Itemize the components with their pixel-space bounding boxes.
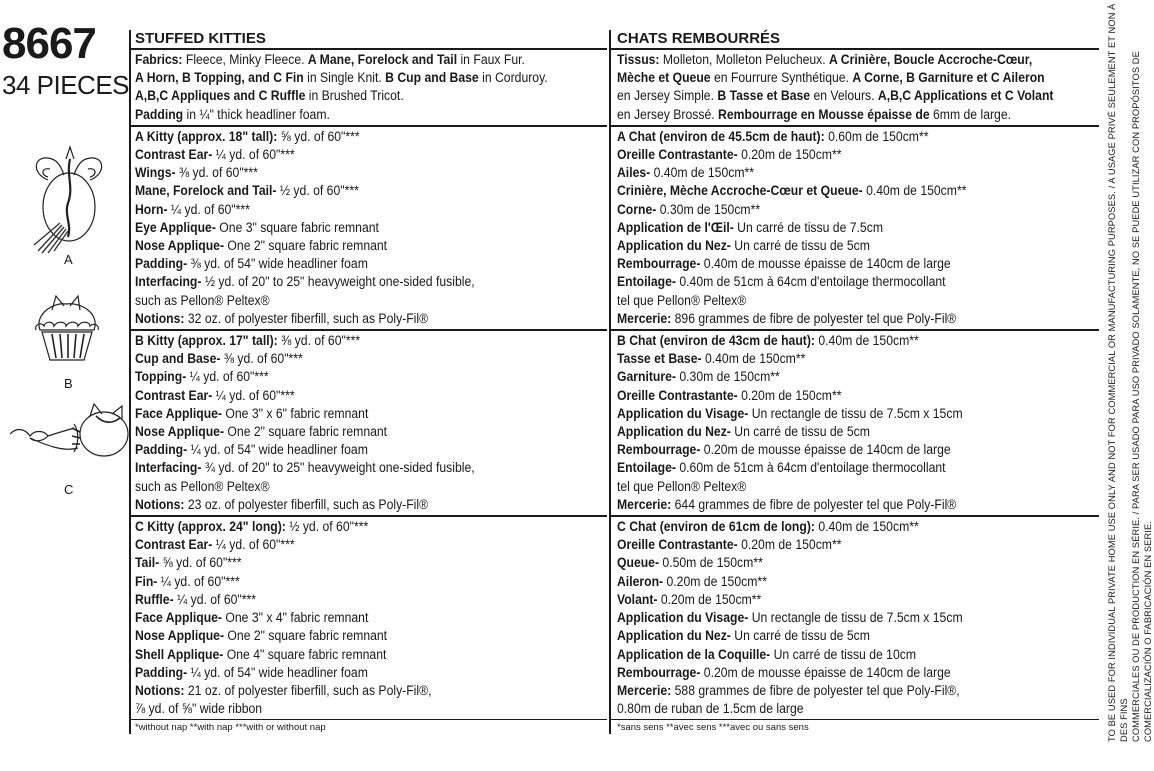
french-line <box>617 332 1032 350</box>
french-section-0 <box>611 48 1099 125</box>
english-section-3 <box>129 515 607 719</box>
english-line <box>135 273 541 291</box>
french-footnote: *sans sens **avec sens ***avec ou sans sens <box>611 719 1099 733</box>
text-segment: ¾ yd. of 20" to 25" heavyweight one-sided fusible, <box>204 460 475 477</box>
french-line <box>617 273 1032 291</box>
text-segment: in Faux Fur. <box>457 52 525 68</box>
english-line <box>135 106 541 124</box>
english-sections <box>129 48 607 719</box>
english-line <box>135 554 541 572</box>
text-segment: 644 grammes de fibre de polyester tel que Poly-Fil® <box>674 496 957 513</box>
text-segment: 0.20m de 150cm** <box>666 573 767 590</box>
bold-label: Padding <box>135 106 184 123</box>
text-segment: in Single Knit. <box>303 70 386 87</box>
bold-label: Notions: <box>135 496 188 513</box>
text-segment: ⅜ yd. of 60"*** <box>223 351 303 368</box>
french-line <box>617 478 1032 496</box>
french-line <box>617 255 1032 273</box>
bold-label: Contrast Ear- <box>135 537 216 554</box>
bold-label: Application du Nez- <box>617 238 735 255</box>
english-line <box>135 255 541 273</box>
english-line <box>135 51 541 69</box>
text-segment: One 2" square fabric remnant <box>227 628 388 645</box>
pattern-number: 8667 <box>2 19 96 68</box>
french-line <box>617 573 1032 591</box>
text-segment: 0.20m de mousse épaisse de 140cm de large <box>703 664 951 681</box>
view-b-label: B <box>64 376 73 391</box>
view-a-unicorn-kitty-illustration <box>28 145 116 255</box>
text-segment: Fleece, Minky Fleece. <box>185 52 308 68</box>
english-line <box>135 441 541 459</box>
text-segment: tel que Pellon® Peltex® <box>617 292 747 309</box>
bold-label: Mercerie: <box>617 682 675 699</box>
view-b-cupcake-kitty-illustration <box>32 292 102 364</box>
english-line <box>135 405 541 423</box>
french-line <box>617 627 1032 645</box>
text-segment: 588 grammes de fibre de polyester tel que Poly-Fil®, <box>674 682 960 699</box>
text-segment: ¼ yd. of 60"*** <box>215 147 295 164</box>
bold-label: A,B,C Applications et C Volant <box>877 88 1054 105</box>
bold-label: Contrast Ear- <box>135 147 216 164</box>
english-line <box>135 536 541 554</box>
text-segment: ¼ yd. of 54" wide headliner foam <box>190 442 368 459</box>
bold-label: Application du Nez- <box>617 628 735 645</box>
bold-label: Rembourrage en Mousse épaisse de <box>718 106 930 123</box>
text-segment: One 3" square fabric remnant <box>219 219 379 236</box>
usage-notice-line-1: TO BE USED FOR INDIVIDUAL PRIVATE HOME USE ONLY AND NOT FOR COMMERCIAL OR MANUFACTURING PURPOSES. / A USAGE PRIVÉ SEULEMENT ET NON À DES FINS <box>1107 3 1129 742</box>
text-segment: ⅜ yd. of 60"*** <box>281 333 361 350</box>
text-segment: ¼ yd. of 60"*** <box>170 201 250 218</box>
piece-count: 34 PIECES <box>2 70 130 100</box>
text-segment: 0.20m de 150cm** <box>660 591 762 608</box>
english-line <box>135 87 541 105</box>
bold-label: Garniture- <box>617 369 680 386</box>
bold-label: Entoilage- <box>617 460 680 477</box>
bold-label: Application du Visage- <box>617 610 752 627</box>
english-line <box>135 496 541 514</box>
text-segment: tel que Pellon® Peltex® <box>617 478 747 495</box>
bold-label: Face Applique- <box>135 405 226 422</box>
english-line <box>135 700 541 718</box>
english-line <box>135 573 541 591</box>
english-line <box>135 201 541 219</box>
english-section-1 <box>129 125 607 329</box>
bold-label: Nose Applique- <box>135 238 228 255</box>
english-section-2 <box>129 329 607 515</box>
text-segment: en Fourrure Synthétique. <box>710 70 853 87</box>
bold-label: Rembourrage- <box>617 442 704 459</box>
bold-label: Application du Nez- <box>617 424 735 441</box>
french-line <box>617 350 1032 368</box>
bold-label: Application de la Coquille- <box>617 646 774 663</box>
bold-label: Notions: <box>135 682 188 699</box>
english-line <box>135 128 541 146</box>
text-segment: ¼ yd. of 54" wide headliner foam <box>190 664 368 681</box>
text-segment: 0.80m de ruban de 1.5cm de large <box>617 701 804 718</box>
french-line <box>617 682 1032 700</box>
text-segment: One 4" square fabric remnant <box>226 646 387 663</box>
english-line <box>135 423 541 441</box>
french-line <box>617 164 1032 182</box>
view-c-mermaid-kitty-illustration <box>8 402 132 472</box>
bold-label: Fin- <box>135 573 161 590</box>
text-segment: ¼ yd. of 60"*** <box>189 369 269 386</box>
text-segment: ⅞ yd. of ⅝" wide ribbon <box>135 701 263 718</box>
english-title: STUFFED KITTIES <box>135 30 266 47</box>
french-line <box>617 310 1032 328</box>
bold-label: Tissus: <box>617 52 663 68</box>
french-line <box>617 292 1032 310</box>
bold-label: B Chat (environ de 43cm de haut): <box>617 333 819 350</box>
text-segment: in Brushed Tricot. <box>305 88 404 105</box>
text-segment: 6mm de large. <box>929 106 1012 123</box>
bold-label: Application de l'Œil- <box>617 219 738 236</box>
text-segment: such as Pellon® Peltex® <box>135 478 270 495</box>
text-segment: One 2" square fabric remnant <box>227 238 388 255</box>
bold-label: Crinière, Mèche Accroche-Cœur et Queue- <box>617 183 867 200</box>
english-footnote: *without nap **with nap ***with or without nap <box>129 719 607 733</box>
text-segment: such as Pellon® Peltex® <box>135 292 270 309</box>
french-line <box>617 459 1032 477</box>
bold-label: Ruffle- <box>135 591 178 608</box>
bold-label: Rembourrage- <box>617 256 704 273</box>
text-segment: Un carré de tissu de 5cm <box>734 238 870 255</box>
french-line <box>617 536 1032 554</box>
french-line <box>617 128 1032 146</box>
text-segment: in ¼" thick headliner foam. <box>183 106 330 123</box>
text-segment: ¼ yd. of 60"*** <box>215 537 295 554</box>
usage-restriction-notice <box>1106 2 1154 742</box>
bold-label: Mèche et Queue <box>617 70 711 87</box>
french-requirements <box>611 30 1099 733</box>
bold-label: Mercerie: <box>617 310 675 327</box>
bold-label: Cup and Base- <box>135 351 224 368</box>
french-line <box>617 51 1032 69</box>
usage-notice-line-2: COMMERCIALES OU DE PRODUCTION EN SÉRIE. / PARA SER USADO PARA USO PRIVADO SOLAMENTE, NO SE PUEDE UTILIZAR CON PROPÓSITOS DE COMERCIALIZACIÓN O FABRICACIÓN EN SERIE. <box>1131 51 1153 742</box>
bold-label: Rembourrage- <box>617 664 704 681</box>
text-segment: 0.40m de 150cm** <box>818 333 919 350</box>
text-segment: 0.40m de 51cm à 64cm d'entoilage thermocollant <box>679 274 946 291</box>
bold-label: Contrast Ear- <box>135 387 216 404</box>
french-line <box>617 237 1032 255</box>
bold-label: Interfacing- <box>135 274 205 291</box>
bold-label: A Chat (environ de 45.5cm de haut): <box>617 128 829 145</box>
text-segment: 0.20m de 150cm** <box>741 387 842 404</box>
bold-label: B Kitty (approx. 17" tall): <box>135 333 282 350</box>
english-line <box>135 164 541 182</box>
english-line <box>135 292 541 310</box>
french-line <box>617 496 1032 514</box>
bold-label: Nose Applique- <box>135 424 228 441</box>
french-line <box>617 146 1032 164</box>
english-section-0 <box>129 48 607 125</box>
english-line <box>135 182 541 200</box>
text-segment: 0.20m de 150cm** <box>741 537 842 554</box>
english-line <box>135 69 548 87</box>
french-line <box>617 69 1045 87</box>
bold-label: A Crinière, Boucle Accroche-Cœur, <box>829 52 1033 68</box>
bold-label: Application du Visage- <box>617 405 752 422</box>
english-line <box>135 478 541 496</box>
text-segment: ¼ yd. of 60"*** <box>160 573 240 590</box>
text-segment: One 3" x 6" fabric remnant <box>225 405 369 422</box>
french-line <box>617 554 1032 572</box>
bold-label: Mane, Forelock and Tail- <box>135 183 280 200</box>
text-segment: ½ yd. of 60"*** <box>289 519 369 536</box>
text-segment: ⅜ yd. of 60"*** <box>178 165 258 182</box>
english-requirements <box>129 30 607 733</box>
french-line <box>617 87 1054 105</box>
bold-label: B Tasse et Base <box>717 88 811 105</box>
text-segment: ⅝ yd. of 60"*** <box>280 128 360 145</box>
text-segment: 0.40m de 150cm** <box>653 165 755 182</box>
bold-label: Tail- <box>135 555 163 572</box>
english-line <box>135 350 541 368</box>
french-line <box>617 518 1032 536</box>
french-line <box>617 646 1032 664</box>
french-line <box>617 423 1032 441</box>
text-segment: Un rectangle de tissu de 7.5cm x 15cm <box>751 610 963 627</box>
text-segment: Un rectangle de tissu de 7.5cm x 15cm <box>751 405 963 422</box>
text-segment: Un carré de tissu de 10cm <box>773 646 917 663</box>
french-title: CHATS REMBOURRÉS <box>617 30 781 47</box>
text-segment: ½ yd. of 60"*** <box>279 183 359 200</box>
english-line <box>135 219 541 237</box>
english-line <box>135 518 541 536</box>
bold-label: Ailes- <box>617 165 654 182</box>
text-segment: en Jersey Simple. <box>617 88 718 105</box>
text-segment: 896 grammes de fibre de polyester tel que Poly-Fil® <box>674 310 957 327</box>
bold-label: Queue- <box>617 555 663 572</box>
bold-label: A Horn, B Topping, and C Fin <box>135 70 304 87</box>
bold-label: Corne- <box>617 201 660 218</box>
bold-label: Oreille Contrastante- <box>617 387 742 404</box>
french-line <box>617 368 1032 386</box>
view-a-label: A <box>64 252 73 267</box>
english-line <box>135 591 541 609</box>
english-line <box>135 664 541 682</box>
french-section-2 <box>611 329 1099 515</box>
bold-label: Eye Applique- <box>135 219 220 236</box>
text-segment: 0.20m de mousse épaisse de 140cm de large <box>703 442 951 459</box>
bold-label: C Chat (environ de 61cm de long): <box>617 519 819 536</box>
french-line <box>617 106 1032 124</box>
text-segment: 0.20m de 150cm** <box>741 147 842 164</box>
french-line <box>617 700 1032 718</box>
french-line <box>617 441 1032 459</box>
text-segment: One 2" square fabric remnant <box>227 424 388 441</box>
text-segment: ½ yd. of 20" to 25" heavyweight one-sided fusible, <box>204 274 475 291</box>
text-segment: One 3" x 4" fabric remnant <box>225 610 369 627</box>
french-section-3 <box>611 515 1099 719</box>
text-segment: Un carré de tissu de 5cm <box>734 628 870 645</box>
text-segment: 21 oz. of polyester fiberfill, such as Poly-Fil®, <box>187 682 432 699</box>
french-line <box>617 182 1032 200</box>
english-line <box>135 332 541 350</box>
bold-label: Mercerie: <box>617 496 675 513</box>
text-segment: en Jersey Brossé. <box>617 106 719 123</box>
text-segment: 23 oz. of polyester fiberfill, such as Poly-Fil® <box>187 496 429 513</box>
english-line <box>135 146 541 164</box>
bold-label: Nose Applique- <box>135 628 228 645</box>
text-segment: ¼ yd. of 60"*** <box>177 591 256 608</box>
french-line <box>617 609 1032 627</box>
text-segment: 0.30m de 150cm** <box>659 201 761 218</box>
bold-label: C Kitty (approx. 24" long): <box>135 519 290 536</box>
english-line <box>135 609 541 627</box>
text-segment: ⅝ yd. of 60"*** <box>162 555 242 572</box>
french-line <box>617 405 1032 423</box>
english-line <box>135 310 541 328</box>
bold-label: Wings- <box>135 165 179 182</box>
text-segment: 0.40m de mousse épaisse de 140cm de large <box>703 256 951 273</box>
bold-label: B Cup and Base <box>385 70 479 87</box>
bold-label: Interfacing- <box>135 460 205 477</box>
french-sections <box>611 48 1099 719</box>
view-c-label: C <box>64 482 74 497</box>
bold-label: Padding- <box>135 442 191 459</box>
bold-label: Fabrics: <box>135 52 186 68</box>
bold-label: Padding- <box>135 664 191 681</box>
bold-label: Tasse et Base- <box>617 351 705 368</box>
text-segment: Molleton, Molleton Pelucheux. <box>662 52 830 68</box>
english-line <box>135 368 541 386</box>
bold-label: Oreille Contrastante- <box>617 147 742 164</box>
bold-label: A Kitty (approx. 18" tall): <box>135 128 281 145</box>
bold-label: Volant- <box>617 591 661 608</box>
text-segment: ¼ yd. of 60"*** <box>215 387 295 404</box>
french-line <box>617 219 1032 237</box>
bold-label: Shell Applique- <box>135 646 227 663</box>
bold-label: Aileron- <box>617 573 667 590</box>
text-segment: en Velours. <box>810 88 878 105</box>
bold-label: Oreille Contrastante- <box>617 537 742 554</box>
text-segment: 0.60m de 150cm** <box>828 128 929 145</box>
english-line <box>135 237 541 255</box>
bold-label: Horn- <box>135 201 171 218</box>
text-segment: 0.40m de 150cm** <box>704 351 806 368</box>
bold-label: Face Applique- <box>135 610 226 627</box>
text-segment: 0.40m de 150cm** <box>818 519 919 536</box>
bold-label: Notions: <box>135 310 188 327</box>
bold-label: Entoilage- <box>617 274 680 291</box>
text-segment: Un carré de tissu de 5cm <box>734 424 870 441</box>
french-section-1 <box>611 125 1099 329</box>
english-line <box>135 459 541 477</box>
bold-label: Padding- <box>135 256 191 273</box>
english-line <box>135 682 541 700</box>
text-segment: 32 oz. of polyester fiberfill, such as Poly-Fil® <box>187 310 429 327</box>
text-segment: 0.40m de 150cm** <box>866 183 967 200</box>
text-segment: ⅜ yd. of 54" wide headliner foam <box>190 256 368 273</box>
text-segment: Un carré de tissu de 7.5cm <box>737 219 883 236</box>
french-line <box>617 664 1032 682</box>
bold-label: A Mane, Forelock and Tail <box>307 52 458 68</box>
bold-label: Topping- <box>135 369 190 386</box>
bold-label: A Corne, B Garniture et C Aileron <box>852 70 1045 87</box>
text-segment: in Corduroy. <box>478 70 548 87</box>
english-line <box>135 627 541 645</box>
english-line <box>135 646 541 664</box>
bold-label: A,B,C Appliques and C Ruffle <box>135 88 306 105</box>
french-line <box>617 387 1032 405</box>
english-line <box>135 387 541 405</box>
text-segment: 0.30m de 150cm** <box>679 369 780 386</box>
text-segment: 0.60m de 51cm à 64cm d'entoilage thermocollant <box>679 460 946 477</box>
text-segment: 0.50m de 150cm** <box>662 555 763 572</box>
french-line <box>617 201 1032 219</box>
french-line <box>617 591 1032 609</box>
